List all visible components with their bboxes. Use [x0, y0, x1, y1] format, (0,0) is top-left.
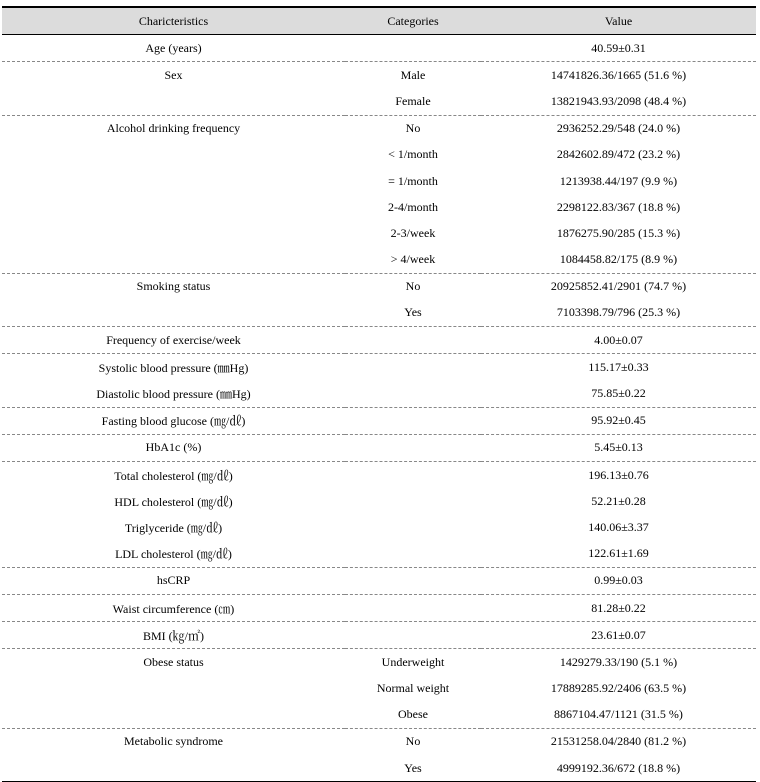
value-cell: 17889285.92/2406 (63.5 %) [550, 681, 687, 696]
category-cell: 2-3/week [390, 225, 436, 240]
value-cell: 81.28±0.22 [481, 594, 756, 621]
table-row [2, 622, 756, 649]
category-cell [345, 434, 481, 461]
table-row [2, 407, 756, 434]
table-row [2, 649, 756, 676]
category-cell: Male [345, 62, 481, 89]
characteristic-cell [2, 220, 345, 246]
characteristic-cell [2, 702, 345, 729]
value-cell: 20925852.41/2901 (74.7 %) [481, 273, 756, 300]
table-body [2, 35, 756, 782]
value-cell: 2936252.29/548 (24.0 %) [481, 115, 756, 142]
characteristic-cell: Systolic blood pressure (㎜Hg) [2, 354, 345, 381]
category-cell [345, 622, 481, 649]
characteristic-cell: Age (years) [2, 35, 345, 62]
value-cell: 4.00±0.07 [481, 327, 756, 354]
category-cell [345, 514, 481, 540]
characteristic-cell: Alcohol drinking frequency [2, 115, 345, 142]
characteristic-cell: BMI (㎏/㎡) [2, 622, 345, 649]
table-row [2, 62, 756, 89]
table-header-row [2, 7, 756, 35]
category-cell [345, 327, 481, 354]
table-row [2, 327, 756, 354]
value-cell: 1876275.90/285 (15.3 %) [556, 225, 681, 240]
characteristic-cell: Smoking status [2, 273, 345, 300]
value-cell: 8867104.47/1121 (31.5 %) [554, 707, 683, 722]
value-cell: 23.61±0.07 [481, 622, 756, 649]
category-cell [345, 354, 481, 381]
characteristic-cell [2, 755, 345, 782]
value-cell: 1429279.33/190 (5.1 %) [481, 649, 756, 676]
table-row [2, 194, 756, 220]
category-cell: Underweight [345, 649, 481, 676]
value-cell: 2298122.83/367 (18.8 %) [556, 199, 681, 214]
value-cell: 21531258.04/2840 (81.2 %) [481, 728, 756, 755]
table-row [2, 594, 756, 621]
value-cell: 75.85±0.22 [591, 386, 646, 401]
characteristic-cell: hsCRP [2, 567, 345, 594]
table-row [2, 300, 756, 327]
value-cell: 122.61±1.69 [588, 546, 649, 561]
header-categories: Categories [345, 7, 481, 35]
table-row [2, 380, 756, 407]
characteristic-cell: Sex [2, 62, 345, 89]
category-cell [345, 567, 481, 594]
table-row [2, 488, 756, 514]
value-cell: 40.59±0.31 [481, 35, 756, 62]
category-cell [345, 35, 481, 62]
table-row [2, 220, 756, 246]
characteristic-cell [2, 300, 345, 327]
characteristic-cell: Diastolic blood pressure (㎜Hg) [96, 387, 251, 402]
table-row [2, 755, 756, 782]
value-cell: 95.92±0.45 [481, 407, 756, 434]
category-cell: = 1/month [388, 173, 438, 188]
category-cell [345, 407, 481, 434]
table-row [2, 168, 756, 194]
category-cell: No [345, 728, 481, 755]
category-cell: Female [395, 93, 431, 108]
value-cell: 140.06±3.37 [588, 519, 649, 534]
category-cell [345, 594, 481, 621]
table-row [2, 35, 756, 62]
table-row [2, 462, 756, 489]
value-cell: 115.17±0.33 [481, 354, 756, 381]
characteristic-cell: Triglyceride (㎎/㎗) [124, 520, 223, 535]
characteristic-cell: Waist circumference (㎝) [2, 594, 345, 621]
characteristic-cell: Total cholesterol (㎎/㎗) [2, 462, 345, 489]
value-cell: 1213938.44/197 (9.9 %) [559, 173, 678, 188]
category-cell [345, 462, 481, 489]
table-row [2, 728, 756, 755]
category-cell [345, 541, 481, 568]
category-cell: 2-4/month [388, 199, 438, 214]
characteristic-cell [2, 247, 345, 274]
category-cell: < 1/month [388, 147, 438, 162]
value-cell: 2842602.89/472 (23.2 %) [556, 147, 681, 162]
value-cell: 0.99±0.03 [481, 567, 756, 594]
category-cell: Normal weight [376, 681, 450, 696]
value-cell: 7103398.79/796 (25.3 %) [556, 305, 681, 320]
category-cell: Obese [398, 707, 428, 722]
table-row [2, 541, 756, 568]
category-cell: Yes [345, 755, 481, 782]
header-value: Value [481, 7, 756, 35]
header-characteristics: Charicteristics [2, 7, 345, 35]
characteristic-cell [2, 168, 345, 194]
characteristic-cell [2, 142, 345, 168]
category-cell: No [345, 115, 481, 142]
category-cell [345, 488, 481, 514]
characteristic-cell: LDL cholesterol (㎎/㎗) [115, 547, 232, 562]
category-cell [345, 380, 481, 407]
table-row [2, 88, 756, 115]
characteristic-cell: Fasting blood glucose (㎎/㎗) [2, 407, 345, 434]
category-cell: No [345, 273, 481, 300]
table-row [2, 247, 756, 274]
value-cell: 52.21±0.28 [591, 493, 646, 508]
table-row [2, 514, 756, 540]
table-row [2, 273, 756, 300]
table-row [2, 676, 756, 702]
characteristics-table [2, 6, 756, 782]
table-row [2, 142, 756, 168]
table-row [2, 434, 756, 461]
characteristic-cell: HDL cholesterol (㎎/㎗) [114, 494, 233, 509]
value-cell: 5.45±0.13 [481, 434, 756, 461]
value-cell: 1084458.82/175 (8.9 %) [559, 252, 678, 267]
value-cell: 4999192.36/672 (18.8 %) [481, 755, 756, 782]
table-row [2, 354, 756, 381]
value-cell: 196.13±0.76 [481, 462, 756, 489]
characteristic-cell [2, 88, 345, 115]
table-row [2, 702, 756, 729]
category-cell: > 4/week [390, 252, 436, 267]
characteristic-cell: HbA1c (%) [2, 434, 345, 461]
characteristic-cell: Frequency of exercise/week [2, 327, 345, 354]
table-row [2, 115, 756, 142]
characteristic-cell [2, 676, 345, 702]
characteristic-cell [2, 194, 345, 220]
table-row [2, 567, 756, 594]
value-cell: 13821943.93/2098 (48.4 %) [550, 93, 687, 108]
characteristic-cell: Metabolic syndrome [2, 728, 345, 755]
value-cell: 14741826.36/1665 (51.6 %) [481, 62, 756, 89]
category-cell: Yes [404, 305, 422, 320]
characteristic-cell: Obese status [2, 649, 345, 676]
